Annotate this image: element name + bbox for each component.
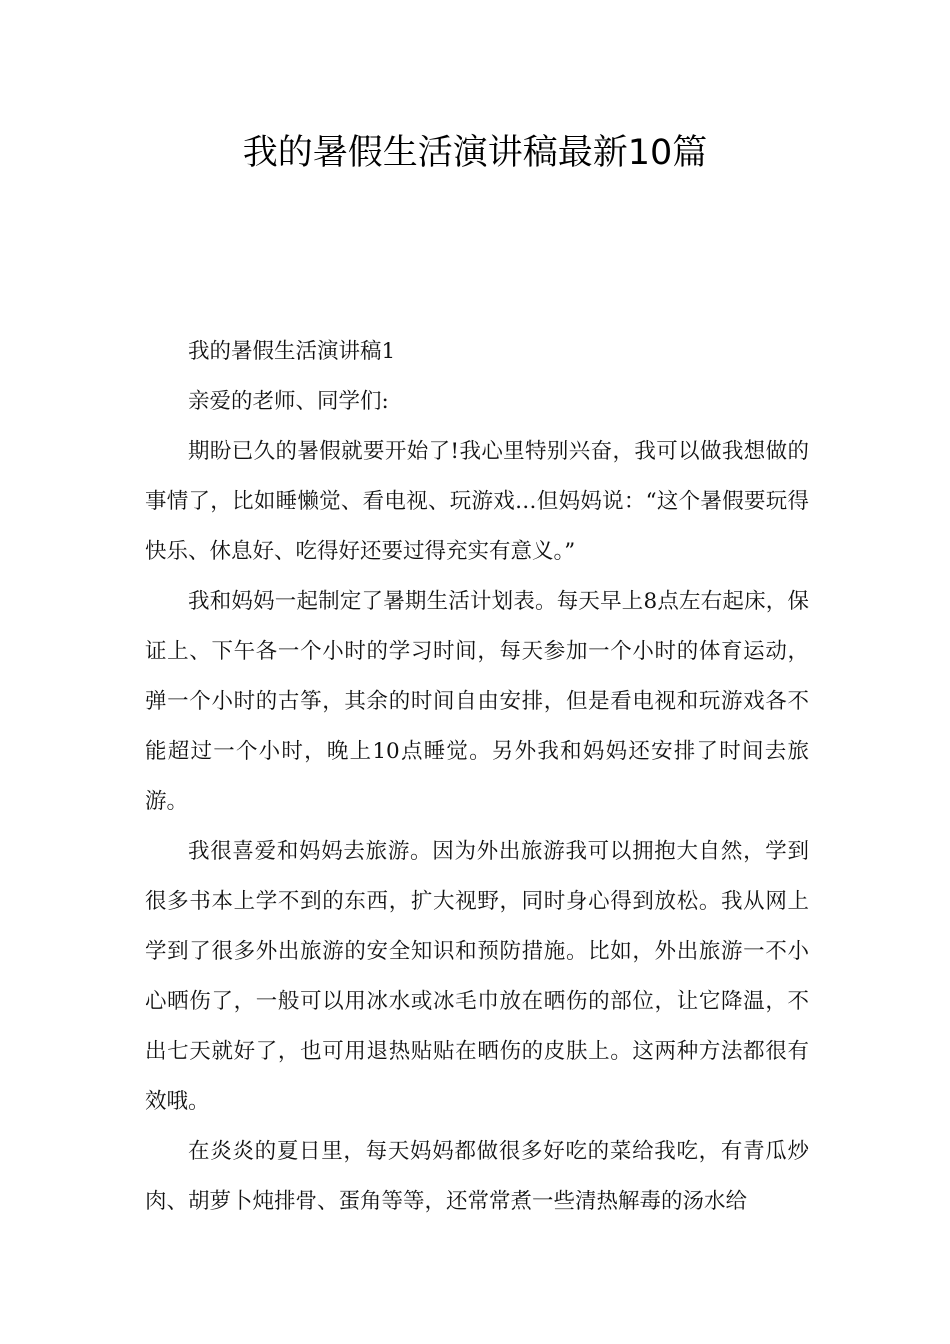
- speech-heading: 我的暑假生活演讲稿1: [188, 339, 396, 364]
- document-title: 我的暑假生活演讲稿最新10篇: [242, 133, 708, 173]
- paragraph: 我很喜爱和妈妈去旅游。因为外出旅游我可以拥抱大自然，学到很多书本上学不到的东西，扩大视野，同时身心得到放松。我从网上学到了很多外出旅游的安全知识和预防措施。比如，外出旅游一不小心晒伤了，一般可以用冰水或冰毛巾放在晒伤的部位，让它降温，不出七天就好了，也可用退热贴贴在晒伤的皮肤上。这两种方法都很有效哦。: [145, 839, 809, 1114]
- paragraph: 在炎炎的夏日里，每天妈妈都做很多好吃的菜给我吃，有青瓜炒肉、胡萝卜炖排骨、蛋角等等，还常常煮一些清热解毒的汤水给: [145, 1139, 809, 1214]
- paragraph: 期盼已久的暑假就要开始了!我心里特别兴奋，我可以做我想做的事情了，比如睡懒觉、看电视、玩游戏…但妈妈说：“这个暑假要玩得快乐、休息好、吃得好还要过得充实有意义。”: [145, 439, 809, 564]
- salutation: 亲爱的老师、同学们:: [188, 389, 389, 414]
- paragraph: 我和妈妈一起制定了暑期生活计划表。每天早上8点左右起床，保证上、下午各一个小时的学习时间，每天参加一个小时的体育运动，弹一个小时的古筝，其余的时间自由安排，但是看电视和玩游戏各不能超过一个小时，晚上10点睡觉。另外我和妈妈还安排了时间去旅游。: [145, 589, 809, 814]
- document-body: [145, 327, 809, 1227]
